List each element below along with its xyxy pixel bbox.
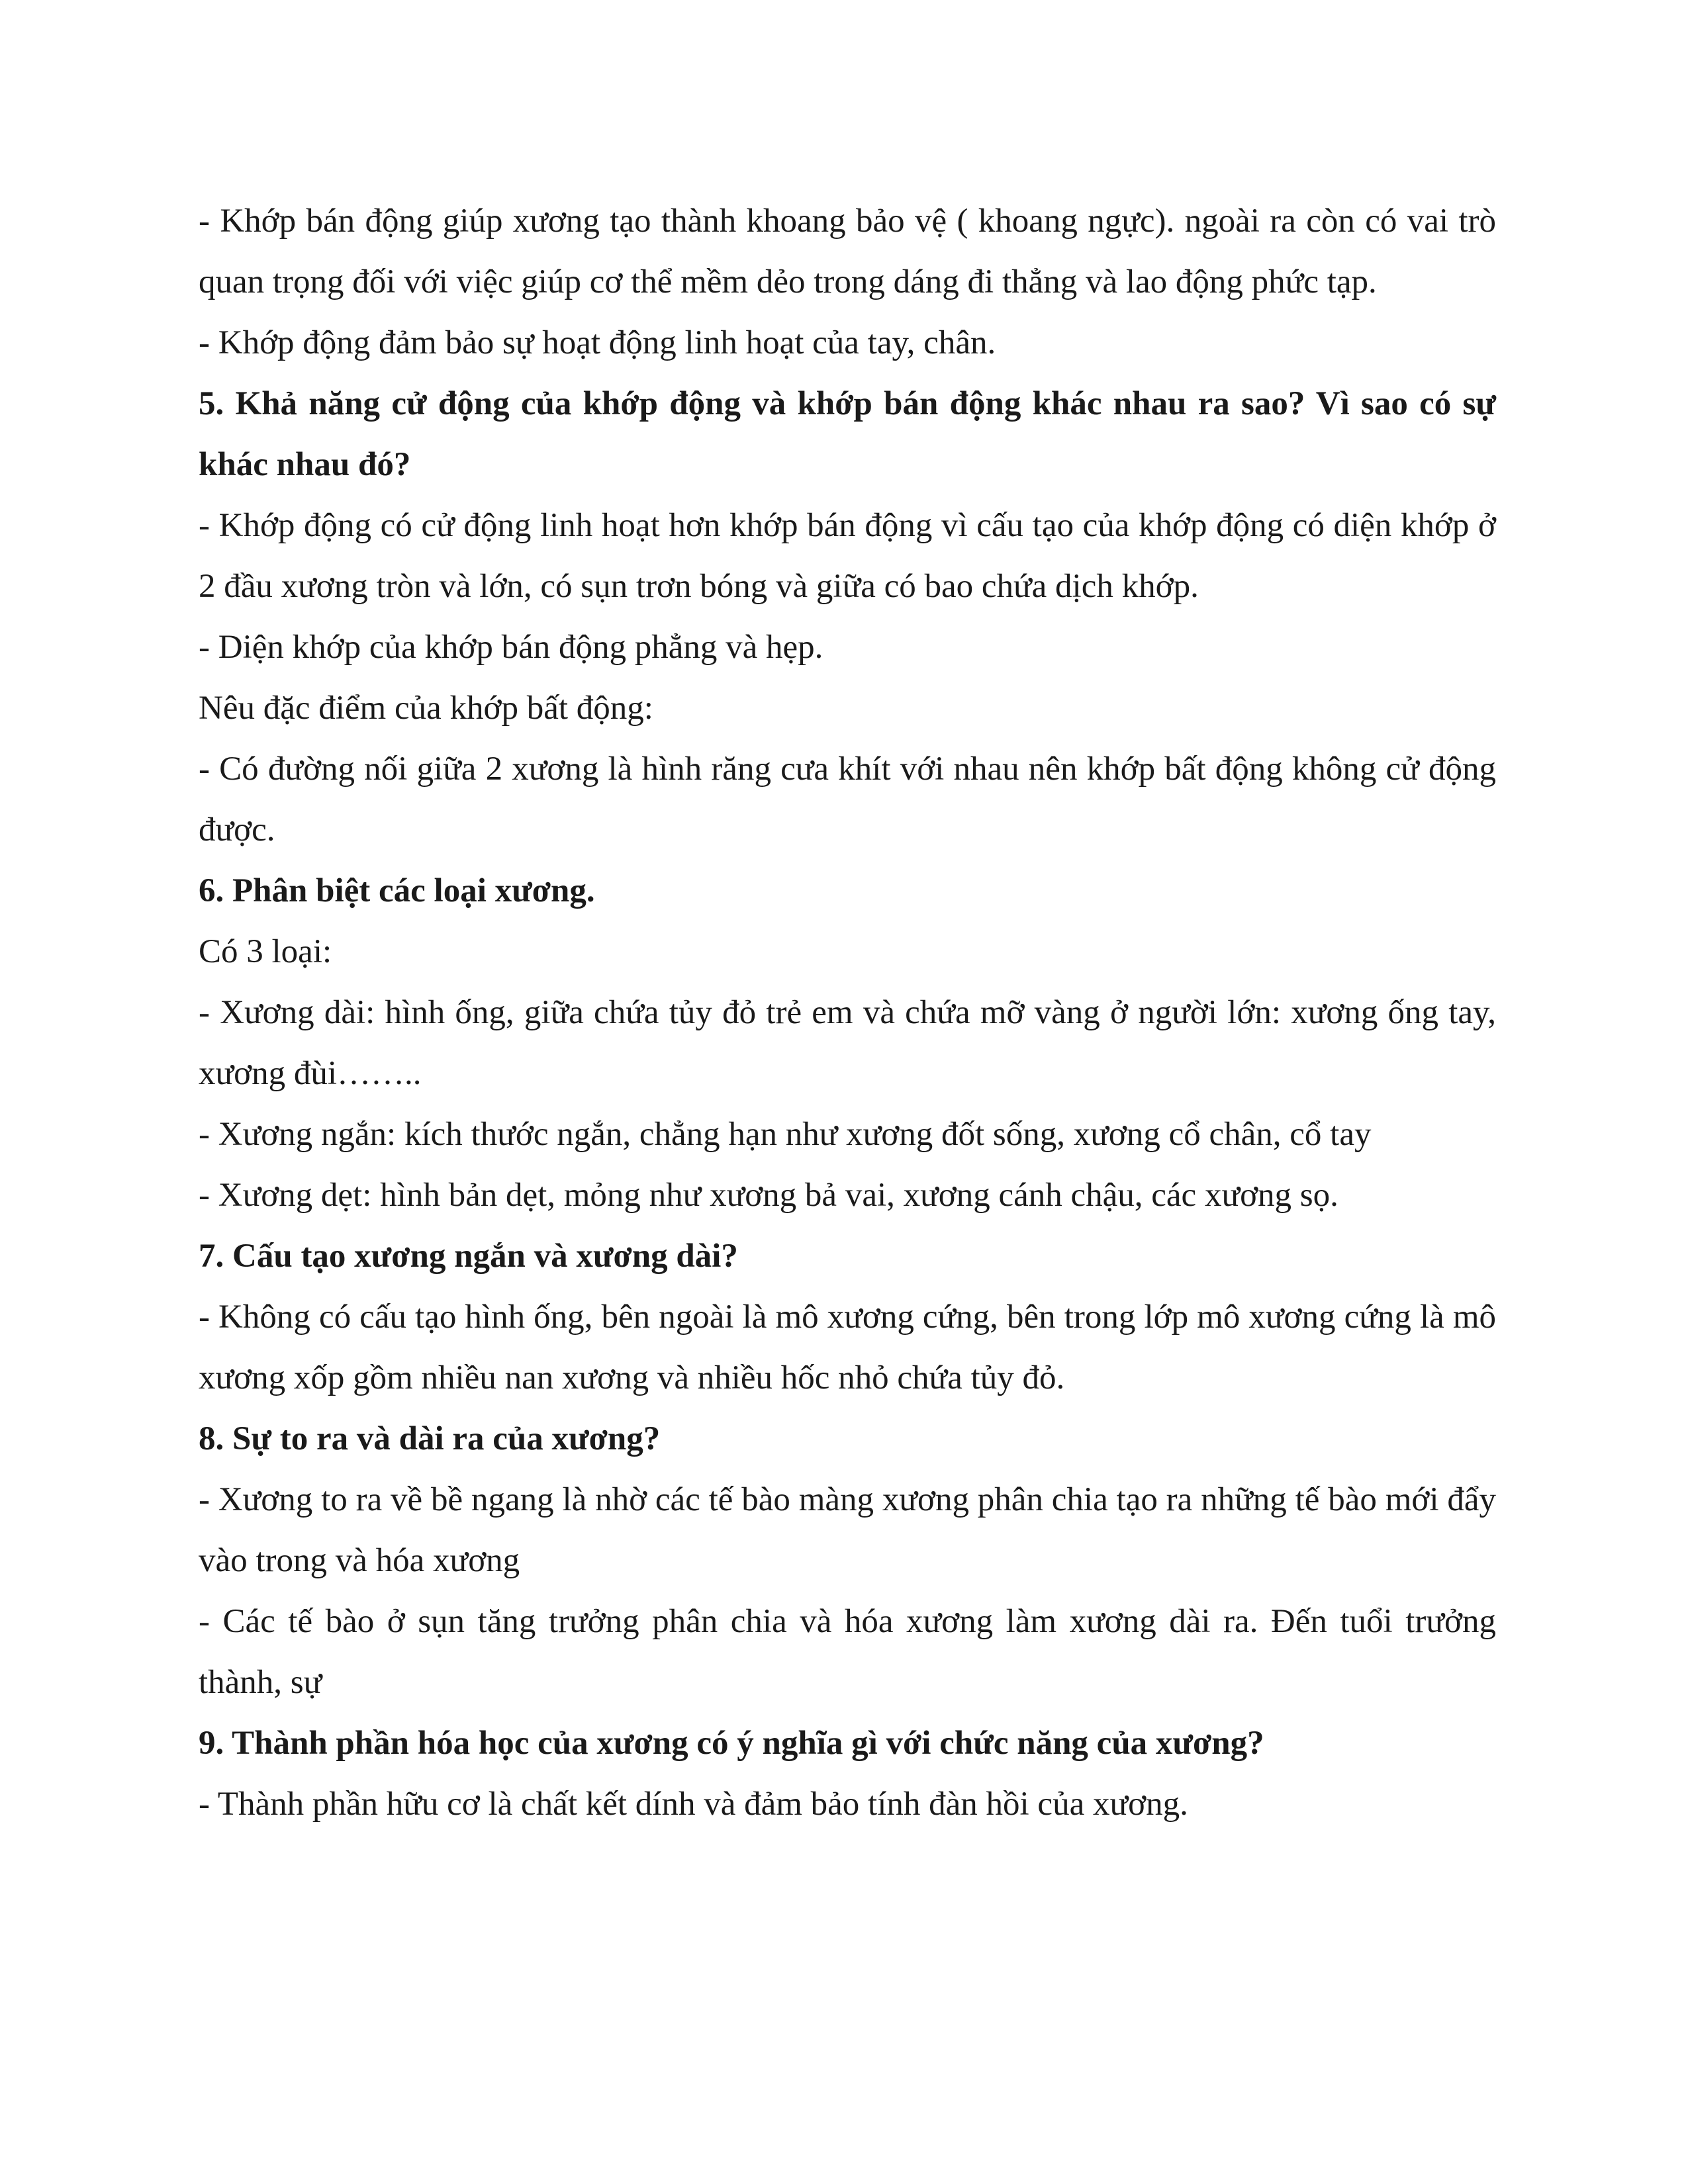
paragraph: - Các tế bào ở sụn tăng trưởng phân chia và hóa xương làm xương dài ra. Đến tuổi trưởng thành, sự — [199, 1603, 1496, 1701]
question-heading: 5. Khả năng cử động của khớp động và khớp bán động khác nhau ra sao? Vì sao có sự khác nhau đó? — [199, 385, 1496, 483]
question-heading: 9. Thành phần hóa học của xương có ý nghĩa gì với chức năng của xương? — [199, 1725, 1264, 1762]
question-heading: 6. Phân biệt các loại xương. — [199, 872, 595, 909]
paragraph: - Xương dài: hình ống, giữa chứa tủy đỏ trẻ em và chứa mỡ vàng ở người lớn: xương ống tay, xương đùi…….. — [199, 994, 1496, 1092]
paragraph: - Khớp bán động giúp xương tạo thành khoang bảo vệ ( khoang ngực). ngoài ra còn có vai trò quan trọng đối với việc giúp cơ thể mềm dẻo trong dáng đi thẳng và lao động phức tạp. — [199, 203, 1496, 300]
document-page — [199, 191, 1496, 1835]
paragraph: - Diện khớp của khớp bán động phẳng và hẹp. — [199, 629, 823, 666]
paragraph: - Xương dẹt: hình bản dẹt, mỏng như xương bả vai, xương cánh chậu, các xương sọ. — [199, 1177, 1338, 1214]
paragraph: - Có đường nối giữa 2 xương là hình răng cưa khít với nhau nên khớp bất động không cử động được. — [199, 751, 1496, 848]
paragraph: - Khớp động có cử động linh hoạt hơn khớp bán động vì cấu tạo của khớp động có diện khớp ở 2 đầu xương tròn và lớn, có sụn trơn bóng và giữa có bao chứa dịch khớp. — [199, 507, 1496, 605]
paragraph: - Xương to ra về bề ngang là nhờ các tế bào màng xương phân chia tạo ra những tế bào mới đẩy vào trong và hóa xương — [199, 1481, 1496, 1579]
paragraph: - Khớp động đảm bảo sự hoạt động linh hoạt của tay, chân. — [199, 324, 996, 361]
question-heading: 8. Sự to ra và dài ra của xương? — [199, 1420, 661, 1457]
paragraph: Nêu đặc điểm của khớp bất động: — [199, 690, 653, 727]
paragraph: - Thành phần hữu cơ là chất kết dính và đảm bảo tính đàn hồi của xương. — [199, 1786, 1188, 1823]
question-heading: 7. Cấu tạo xương ngắn và xương dài? — [199, 1238, 738, 1275]
paragraph: - Không có cấu tạo hình ống, bên ngoài là mô xương cứng, bên trong lớp mô xương cứng là mô xương xốp gồm nhiều nan xương và nhiều hốc nhỏ chứa tủy đỏ. — [199, 1298, 1496, 1396]
paragraph: Có 3 loại: — [199, 933, 332, 970]
paragraph: - Xương ngắn: kích thước ngắn, chẳng hạn như xương đốt sống, xương cổ chân, cổ tay — [199, 1116, 1372, 1153]
